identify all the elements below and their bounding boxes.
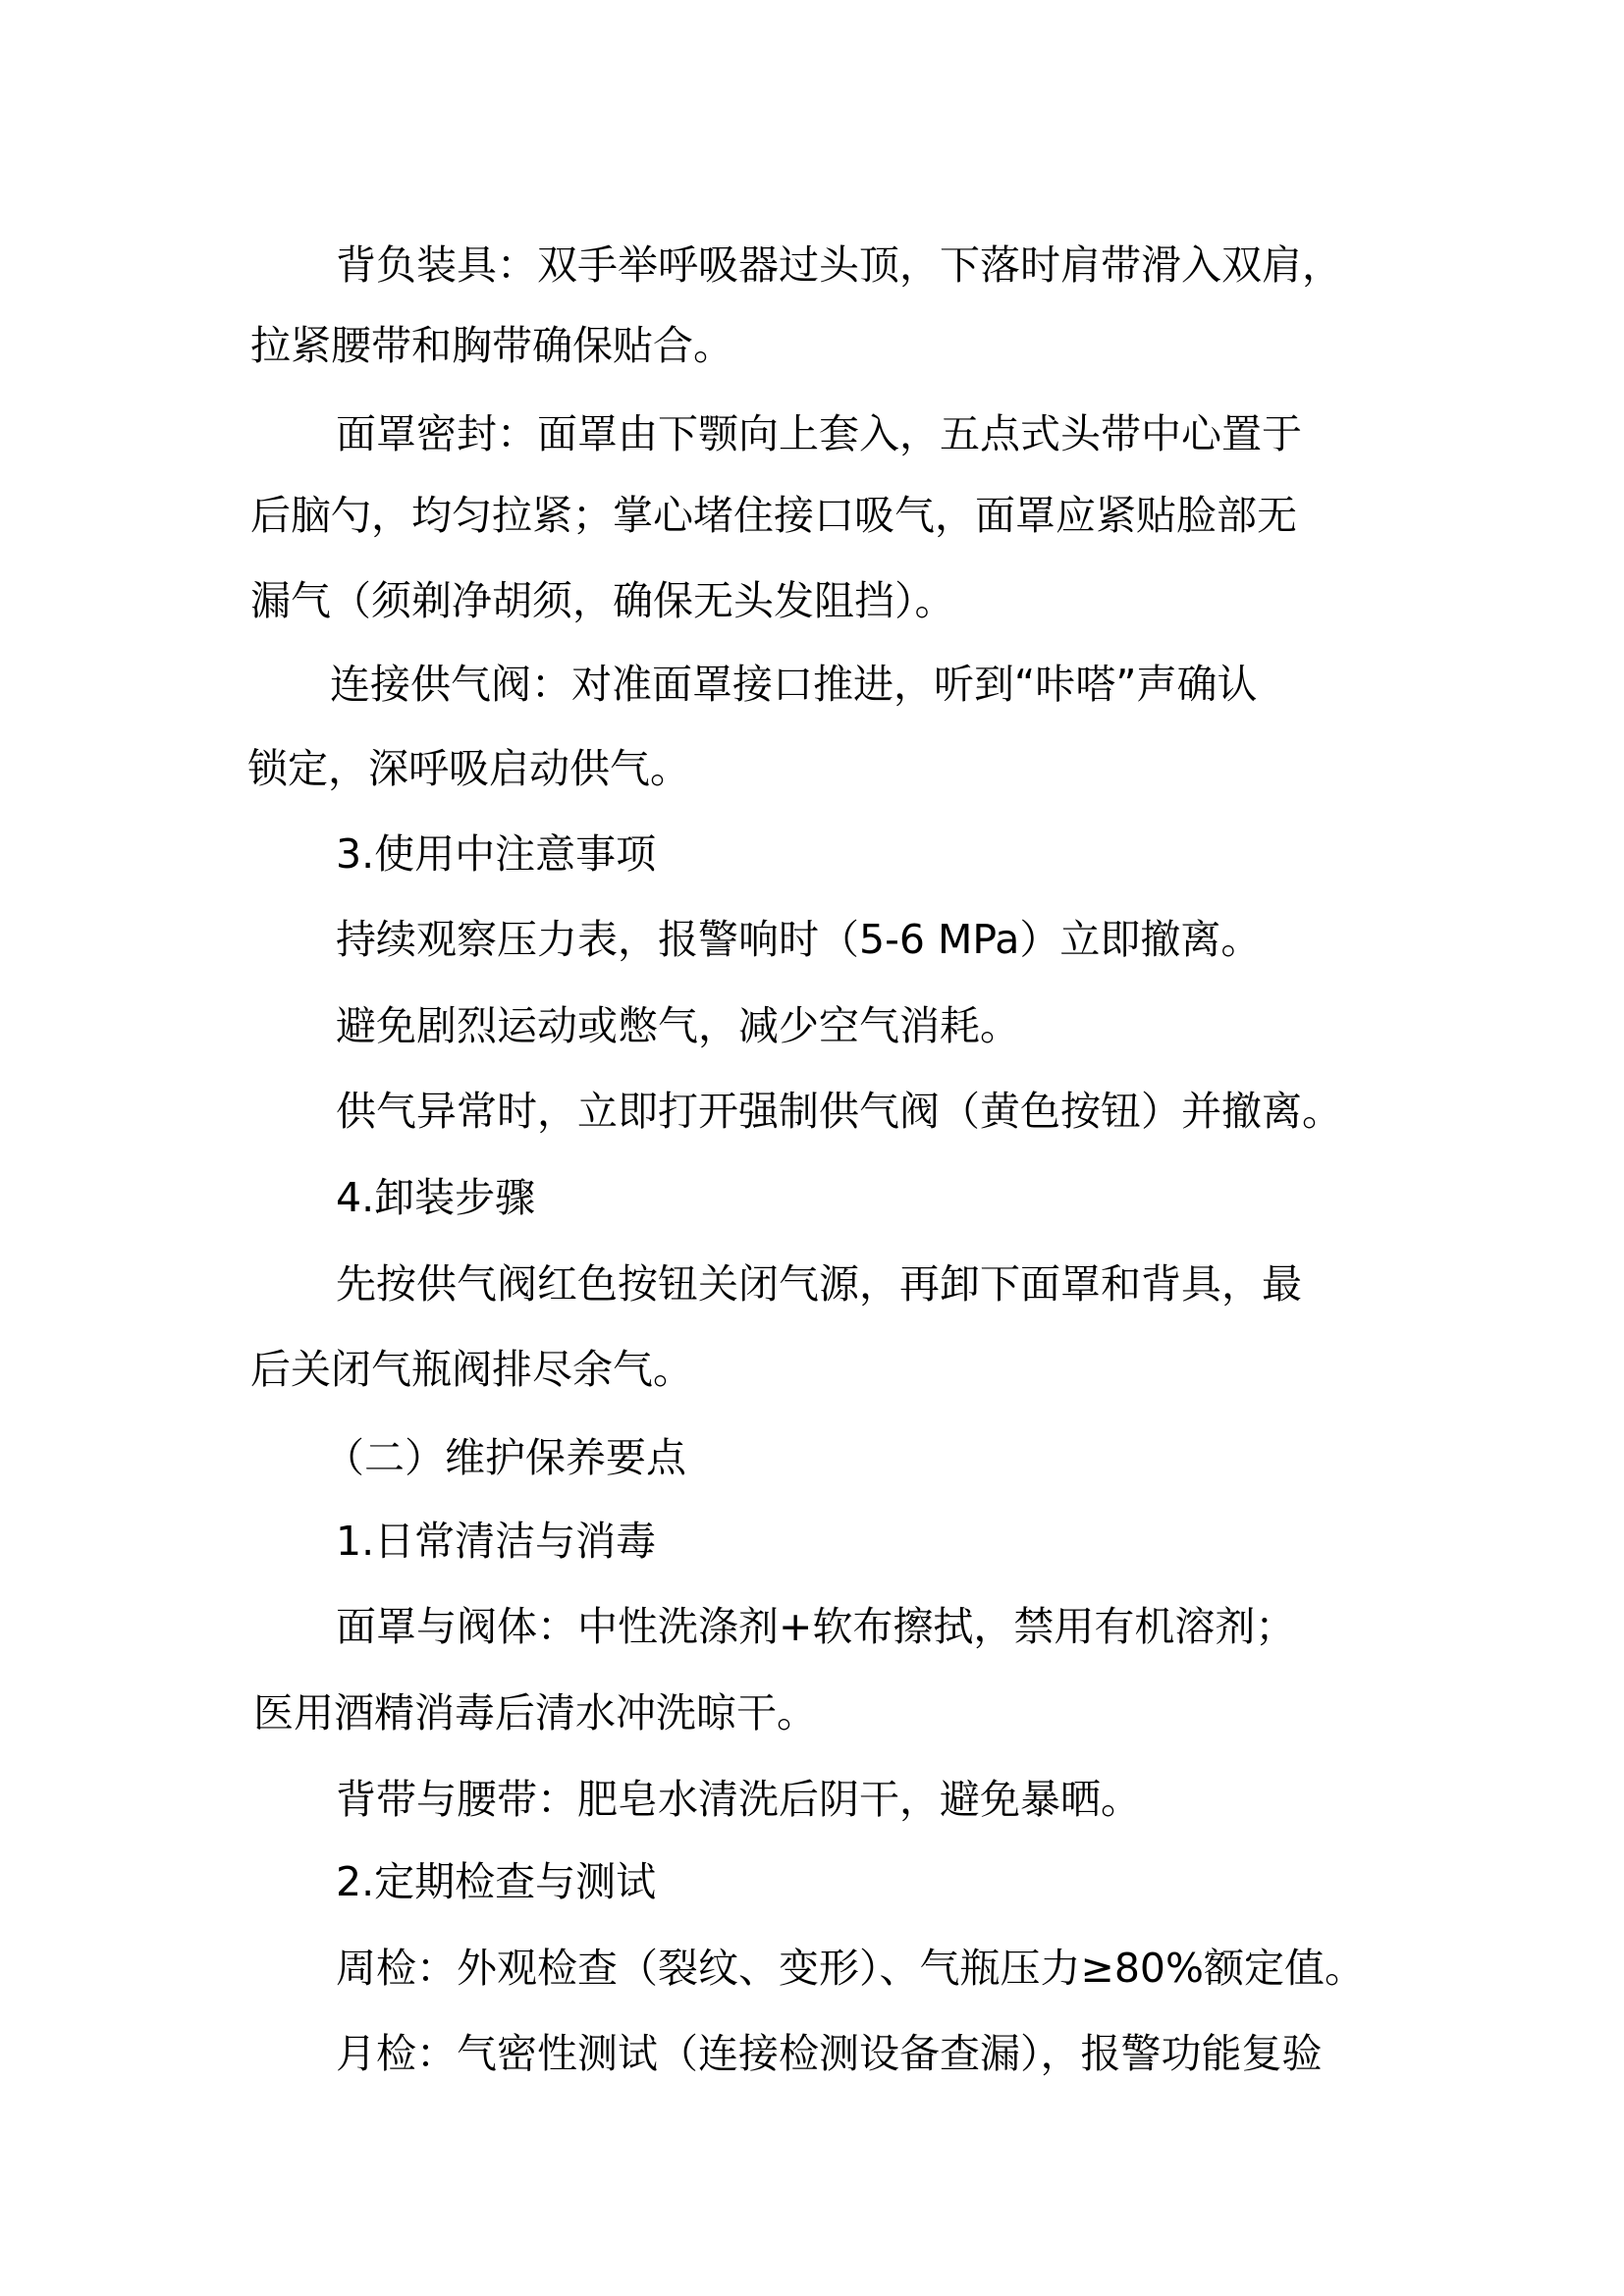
- paragraph-line: 周检：外观检查（裂纹、变形）、气瓶压力≥80%额定值。: [336, 1945, 1365, 1992]
- paragraph-line: 医用酒精消毒后清水冲洗晾干。: [253, 1689, 817, 1736]
- paragraph-line: 连接供气阀：对准面罩接口推进，听到“咔嗒”声确认: [330, 661, 1258, 708]
- paragraph-line: 月检：气密性测试（连接检测设备查漏），报警功能复验: [336, 2030, 1323, 2077]
- paragraph-line: 背负装具：双手举呼吸器过头顶，下落时肩带滑入双肩，: [336, 241, 1342, 289]
- paragraph-line: 供气异常时，立即打开强制供气阀（黄色按钮）并撤离。: [336, 1088, 1342, 1135]
- paragraph-line: 后关闭气瓶阀排尽余气。: [250, 1346, 693, 1393]
- paragraph-line: 持续观察压力表，报警响时（5-6 MPa）立即撤离。: [336, 916, 1262, 963]
- section-heading: （二）维护保养要点: [324, 1434, 686, 1481]
- paragraph-line: 面罩与阀体：中性洗涤剂+软布擦拭，禁用有机溶剂；: [336, 1603, 1296, 1650]
- section-heading: 1.日常清洁与消毒: [336, 1518, 657, 1565]
- paragraph-line: 后脑勺，均匀拉紧；掌心堵住接口吸气，面罩应紧贴脸部无: [250, 492, 1297, 539]
- paragraph-line: 锁定，深呼吸启动供气。: [247, 745, 690, 792]
- section-heading: 4.卸装步骤: [336, 1174, 536, 1221]
- paragraph-line: 避免剧烈运动或憋气，减少空气消耗。: [336, 1002, 1020, 1049]
- paragraph-line: 面罩密封：面罩由下颚向上套入，五点式头带中心置于: [336, 410, 1302, 457]
- paragraph-line: 背带与腰带：肥皂水清洗后阴干，避免暴晒。: [336, 1776, 1141, 1823]
- section-heading: 3.使用中注意事项: [336, 830, 657, 878]
- paragraph-line: 先按供气阀红色按钮关闭气源，再卸下面罩和背具，最: [336, 1260, 1302, 1308]
- section-heading: 2.定期检查与测试: [336, 1858, 657, 1905]
- paragraph-line: 拉紧腰带和胸带确保贴合。: [250, 322, 733, 369]
- paragraph-line: 漏气（须剃净胡须，确保无头发阻挡）。: [250, 577, 955, 624]
